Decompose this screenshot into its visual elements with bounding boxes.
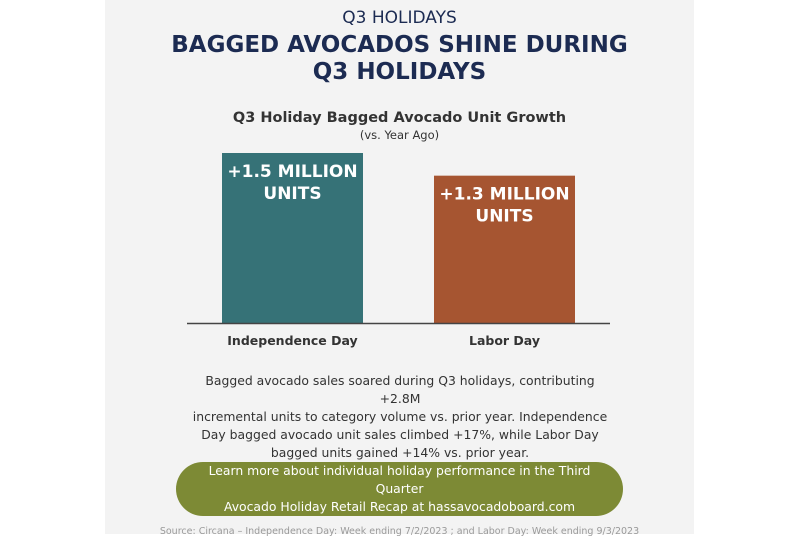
bar-data-label: +1.3 MILLION [439,184,570,205]
summary-line-3: Day bagged avocado unit sales climbed +17%, while Labor Day [201,427,599,442]
bar-data-label: UNITS [263,184,322,204]
eyebrow-label: Q3 HOLIDAYS [342,8,457,28]
bar-data-label: +1.5 MILLION [227,162,358,182]
headline-line-1: BAGGED AVOCADOS SHINE DURING [171,32,628,58]
category-label: Independence Day [227,333,358,348]
infographic-panel [105,0,694,537]
summary-line-1: Bagged avocado sales soared during Q3 holidays, contributing +2.8M [205,373,595,406]
cta-line-2: Avocado Holiday Retail Recap at hassavocadoboard.com [223,499,576,514]
learn-more-banner[interactable] [176,462,623,516]
summary-line-2: incremental units to category volume vs. prior year. Independence [192,409,608,424]
bar-chart [105,0,694,360]
summary-paragraph [190,372,610,462]
chart-title: Q3 Holiday Bagged Avocado Unit Growth [232,110,567,126]
cta-line-1: Learn more about individual holiday performance in the Third Quarter [208,463,591,496]
source-note: Source: Circana – Independence Day: Week ending 7/2/2023 ; and Labor Day: Week ending 9/3/2023 [159,526,640,537]
category-label: Labor Day [468,333,541,348]
chart-subtitle: (vs. Year Ago) [359,128,440,142]
bar-data-label: UNITS [475,206,534,227]
headline-line-2: Q3 HOLIDAYS [312,59,487,85]
summary-line-4: bagged units gained +14% vs. prior year. [270,445,530,460]
